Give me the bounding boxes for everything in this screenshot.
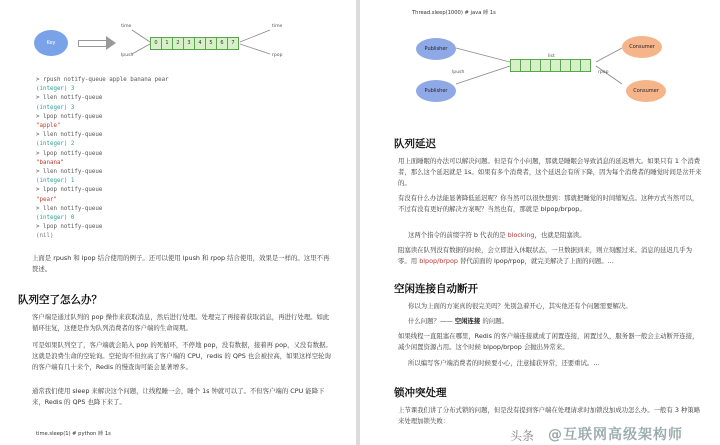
lpush-label: lpush [121, 53, 134, 58]
queue-cell: 7 [227, 37, 239, 50]
code-line: (integer) 1 [36, 178, 75, 185]
paragraph: 客户端是通过队列的 pop 操作来获取消息，然后进行处理。处理完了再接着获取消息，再进行处理。如此循环往复，这便是作为队列消费者的客户端的生命周期。 [32, 313, 330, 332]
right-page [360, 0, 720, 445]
time-label-right: time [272, 24, 283, 29]
paragraph: 如果线程一直阻塞在哪里，Redis 的客户端连接就成了闲置连接，闲置过久，服务器一般会主动断开连接，减少闲置资源占用。这个时候 blpop/brpop 会抛出异常来。 [398, 332, 699, 351]
lpush-label: lpush [452, 70, 465, 75]
paragraph [408, 316, 702, 327]
paragraph: 你以为上面的方案真的很完美吗？先别急着开心，其实他还有个问题需要解决。 [408, 302, 632, 310]
rpop-label: rpop [598, 70, 609, 75]
text-run: 什么问题？—— [408, 317, 455, 325]
consumer-label: Consumer [633, 88, 659, 94]
section-heading: 空闲连接自动断开 [394, 283, 478, 295]
queue-cell [580, 59, 591, 72]
code-line: > llen notify-queue [36, 205, 103, 212]
code-line: > llen notify-queue [36, 95, 103, 102]
text-run: 这两个指令的前缀字符 b 代表的是 [408, 231, 508, 239]
paragraph [408, 230, 702, 241]
code-line: time.sleep(1) # python 睡 1s [36, 431, 111, 437]
consumer-label: Consumer [629, 44, 655, 50]
paragraph: 通常我们使用 sleep 来解决这个问题，让线程睡一会，睡个 1s 钟就可以了。不但客户端的 CPU 能降下来，Redis 的 QPS 也降下来了。 [32, 387, 325, 406]
watermark-author: @互联网高级架构师 [548, 427, 683, 443]
text-run: 阻塞读在队列没有数据的时候，会立即进入休眠状态，一旦数据到来，则立刻醒过来。消息的延迟几乎为零。用 [398, 246, 692, 265]
paragraph: 上节课我们讲了分布式锁的问题，但是没有提到客户端在处理请求时加锁没加成功怎么办。一般有 3 种策略来处理加锁失败： [398, 406, 701, 425]
bold-text: 空闲连接 [454, 317, 481, 325]
queue-cell: 5 [205, 37, 217, 50]
section-heading: 队列延迟 [394, 138, 436, 150]
code-line: > lpop notify-queue [36, 187, 103, 194]
publisher-label: Publisher [424, 88, 448, 94]
code-line: > llen notify-queue [36, 132, 103, 139]
code-line: > lpop notify-queue [36, 113, 103, 120]
code-line: (integer) 0 [36, 215, 75, 222]
section-heading: 队列空了怎么办？ [18, 294, 102, 306]
text-run: 的问题。 [480, 317, 508, 325]
code-line: > lpop notify-queue [36, 224, 103, 231]
paragraph: 有没有什么办法能显著降低延迟呢？你当然可以很快想到：那就把睡觉的时间缩短点。这种方式当然可以，不过有没有更好的解决方案呢？当然也有，那就是 blpop/brpop。 [398, 194, 699, 213]
paragraph: 所以编写客户端消费者的时候要小心，注意捕获异常，还要重试。... [408, 359, 600, 367]
paragraph: 上面是 rpush 和 lpop 结合使用的例子。还可以使用 lpush 和 rpop 结合使用，效果是一样的。这里不再赘述。 [32, 254, 330, 273]
code-line: > rpush notify-queue apple banana pear [36, 77, 169, 83]
code-line: "pear" [36, 196, 57, 203]
left-page [0, 0, 356, 445]
highlight-text: blocking [507, 231, 535, 239]
queue-cell: 0 [150, 37, 162, 50]
watermark-source: 头条 [510, 429, 535, 443]
publisher-node [416, 38, 456, 60]
code-line: Thread.sleep(1000) # java 睡 1s [412, 10, 496, 16]
code-line: > llen notify-queue [36, 169, 103, 176]
section-heading: 锁冲突处理 [394, 387, 447, 399]
publisher-node [416, 80, 456, 102]
rpop-label: rpop [272, 53, 283, 58]
consumer-node [622, 36, 662, 58]
redis-label: Key [46, 40, 56, 46]
paragraph: 可是如果队列空了，客户端就会陷入 pop 的死循环，不停地 pop，没有数据，接着再 pop，又没有数据。这就是浪费生命的空轮询。空轮询不但拉高了客户端的 CPU，redis 的 QPS 也会被拉高，如果这样空轮询的客户端有几十来个，Redis 的慢查询可能会显著增多。 [32, 341, 332, 371]
code-line: "banana" [36, 159, 64, 166]
publisher-label: Publisher [424, 46, 448, 52]
queue-cell: 3 [183, 37, 195, 50]
code-line: (integer) 2 [36, 141, 75, 148]
code-line: "apple" [36, 123, 61, 130]
diagram-lines [0, 0, 356, 80]
queue-cells [510, 59, 590, 72]
text-run: 替代前面的 lpop/rpop，就完美解决了上面的问题。... [457, 257, 614, 265]
code-line: (integer) 3 [36, 86, 75, 93]
code-block [36, 76, 169, 242]
queue-cell: 4 [194, 37, 206, 50]
list-label: list [548, 54, 555, 59]
code-line: (nil) [36, 233, 54, 240]
queue-cell: 2 [172, 37, 184, 50]
paragraph: 用上面睡眠的办法可以解决问题。但是有个小问题，那就是睡眠会导致消息的延迟增大。如果只有 1 个消费者，那么这个延迟就是 1s。如果有多个消费者，这个延迟会有所下降，因为每个消费者的睡觉时间是岔开来的。 [398, 157, 702, 187]
time-label: time [121, 24, 132, 29]
highlight-text: blpop/brpop [419, 257, 458, 265]
queue-cell: 1 [161, 37, 173, 50]
queue-cell: 6 [216, 37, 228, 50]
code-line: > lpop notify-queue [36, 150, 103, 157]
consumer-node [626, 80, 666, 102]
code-line: (integer) 3 [36, 104, 75, 111]
text-run: ，也就是阻塞读。 [534, 231, 586, 239]
paragraph [398, 245, 702, 267]
